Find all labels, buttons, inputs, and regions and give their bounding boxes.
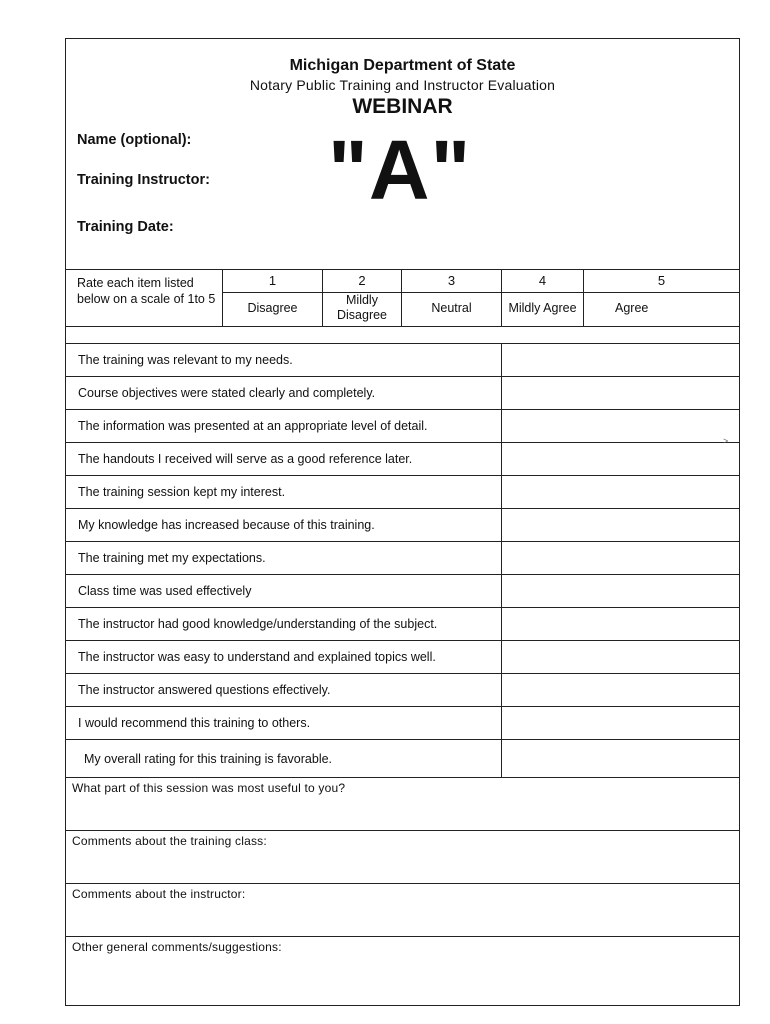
answer-box[interactable] <box>501 376 739 409</box>
answer-box[interactable] <box>501 574 739 607</box>
question-row: The training met my expectations. <box>66 541 501 574</box>
scan-artifact: > <box>723 436 729 446</box>
evaluation-form <box>65 38 740 1006</box>
answer-box[interactable] <box>501 673 739 706</box>
scale-number: 5 <box>657 273 666 288</box>
scale-label: Neutral <box>431 300 472 315</box>
department-title: Michigan Department of State <box>289 57 516 74</box>
scale-label: Agree <box>615 300 649 315</box>
scale-number: 1 <box>268 273 277 288</box>
scale-number: 4 <box>538 273 547 288</box>
question-row: My overall rating for this training is favorable. <box>66 739 501 777</box>
name-field-label: Name (optional): <box>77 132 192 148</box>
comment-training-class[interactable]: Comments about the training class: <box>66 830 739 883</box>
answer-box[interactable] <box>501 409 739 442</box>
rating-instructions: Rate each item listed below on a scale of 1to 5 <box>77 276 216 306</box>
answer-box[interactable] <box>501 706 739 739</box>
form-subtitle: Notary Public Training and Instructor Evaluation <box>249 77 556 93</box>
instructor-field-label: Training Instructor: <box>77 172 210 188</box>
scale-column-3 <box>401 269 501 326</box>
question-row: Class time was used effectively <box>66 574 501 607</box>
question-row: My knowledge has increased because of this training. <box>66 508 501 541</box>
comment-general[interactable]: Other general comments/suggestions: <box>66 936 739 1005</box>
answer-box[interactable] <box>501 475 739 508</box>
scale-label: Disagree <box>247 300 298 315</box>
answer-box[interactable] <box>501 739 739 777</box>
scale-column-1 <box>222 269 322 326</box>
question-row: The handouts I received will serve as a good reference later. <box>66 442 501 475</box>
question-row: I would recommend this training to others. <box>66 706 501 739</box>
scale-column-5 <box>583 269 739 326</box>
answer-box[interactable] <box>501 640 739 673</box>
question-row: Course objectives were stated clearly and completely. <box>66 376 501 409</box>
form-variant-label: "A" <box>328 123 472 217</box>
webinar-heading: WEBINAR <box>352 95 453 118</box>
answer-box[interactable] <box>501 442 739 475</box>
answer-box[interactable] <box>501 541 739 574</box>
scale-number: 2 <box>358 273 366 288</box>
answer-box[interactable] <box>501 343 739 376</box>
date-field-label: Training Date: <box>77 219 174 235</box>
comment-instructor[interactable]: Comments about the instructor: <box>66 883 739 936</box>
question-row: The instructor was easy to understand and explained topics well. <box>66 640 501 673</box>
question-row: The training session kept my interest. <box>66 475 501 508</box>
scale-number: 3 <box>447 273 456 288</box>
scale-column-2 <box>322 269 401 326</box>
scale-label: Mildly Agree <box>508 300 577 315</box>
answer-box[interactable] <box>501 508 739 541</box>
question-row: The instructor answered questions effectively. <box>66 673 501 706</box>
answer-box[interactable] <box>501 607 739 640</box>
question-row: The training was relevant to my needs. <box>66 343 501 376</box>
scale-label: Mildly Disagree <box>336 293 388 322</box>
comment-useful-part[interactable]: What part of this session was most useful to you? <box>66 777 739 830</box>
scale-column-4 <box>501 269 583 326</box>
question-row: The information was presented at an appropriate level of detail. <box>66 409 501 442</box>
rating-header-bottom-border <box>66 326 739 327</box>
question-row: The instructor had good knowledge/understanding of the subject. <box>66 607 501 640</box>
